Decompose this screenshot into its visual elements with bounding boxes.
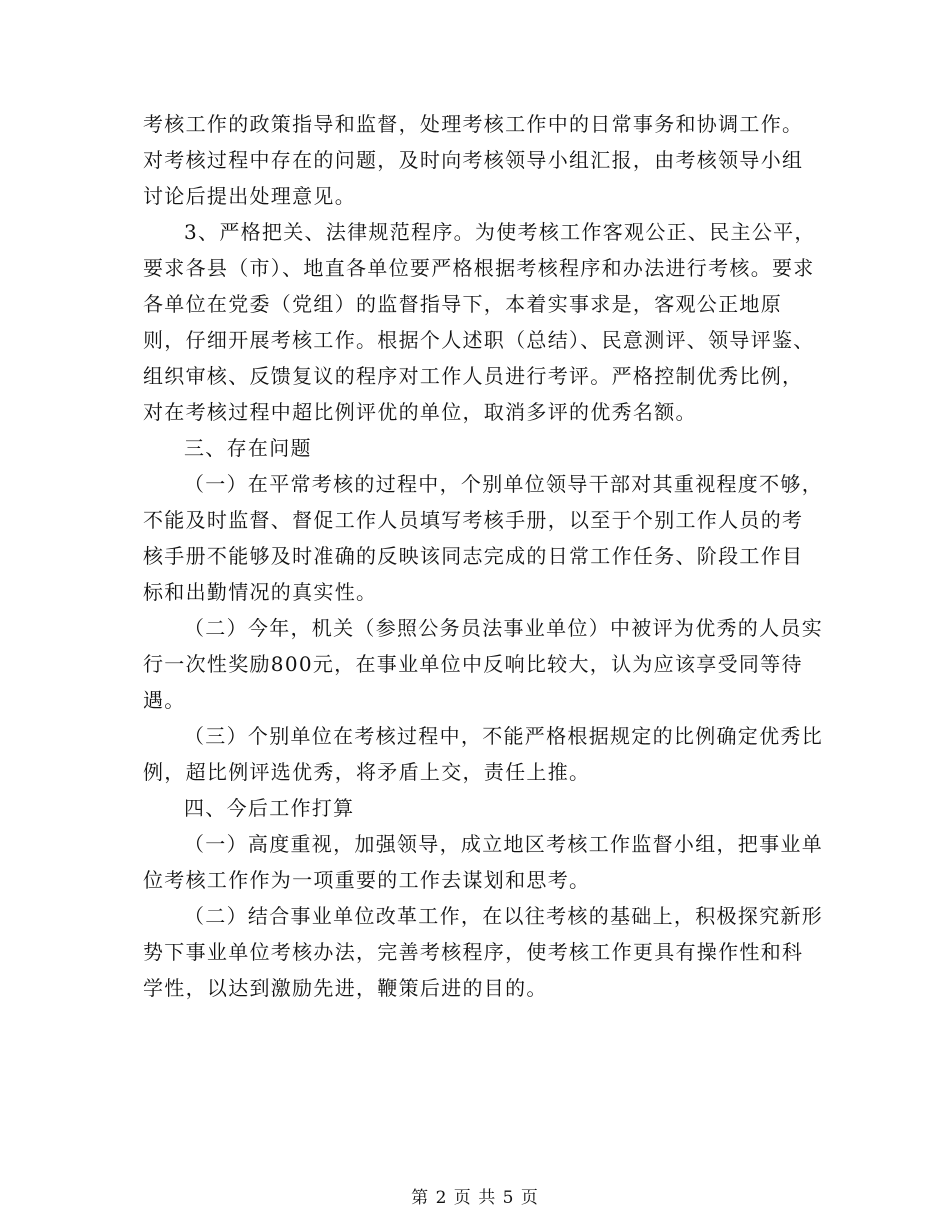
section-heading-problems: 三、存在问题 [184,436,312,460]
page-footer: 第 2 页 共 5 页 [411,1188,539,1208]
paragraph-plan-1: （一）高度重视，加强领导，成立地区考核工作监督小组，把事业单位考核工作作为一项重要的工作去谋划和思考。 [143,832,823,892]
paragraph-problem-2: （二）今年，机关（参照公务员法事业单位）中被评为优秀的人员实行一次性奖励800元，在事业单位中反响比较大，认为应该享受同等待遇。 [143,616,823,712]
document-body [143,106,823,1006]
paragraph-problem-3: （三）个别单位在考核过程中，不能严格根据规定的比例确定优秀比例，超比例评选优秀，将矛盾上交，责任上推。 [143,724,823,784]
paragraph-continuation: 考核工作的政策指导和监督，处理考核工作中的日常事务和协调工作。对考核过程中存在的问题，及时向考核领导小组汇报，由考核领导小组讨论后提出处理意见。 [143,112,804,208]
paragraph-procedure: 3、严格把关、法律规范程序。为使考核工作客观公正、民主公平，要求各县（市）、地直各单位要严格根据考核程序和办法进行考核。要求各单位在党委（党组）的监督指导下，本着实事求是，客观公正地原则，仔细开展考核工作。根据个人述职（总结）、民意测评、领导评鉴、组织审核、反馈复议的程序对工作人员进行考评。严格控制优秀比例，对在考核过程中超比例评优的单位，取消多评的优秀名额。 [143,220,816,424]
paragraph-problem-1: （一）在平常考核的过程中，个别单位领导干部对其重视程度不够，不能及时监督、督促工作人员填写考核手册，以至于个别工作人员的考核手册不能够及时准确的反映该同志完成的日常工作任务、阶段工作目标和出勤情况的真实性。 [143,472,823,604]
section-heading-plans: 四、今后工作打算 [184,796,355,820]
paragraph-plan-2: （二）结合事业单位改革工作，在以往考核的基础上，积极探究新形势下事业单位考核办法，完善考核程序，使考核工作更具有操作性和科学性，以达到激励先进，鞭策后进的目的。 [143,904,823,1000]
